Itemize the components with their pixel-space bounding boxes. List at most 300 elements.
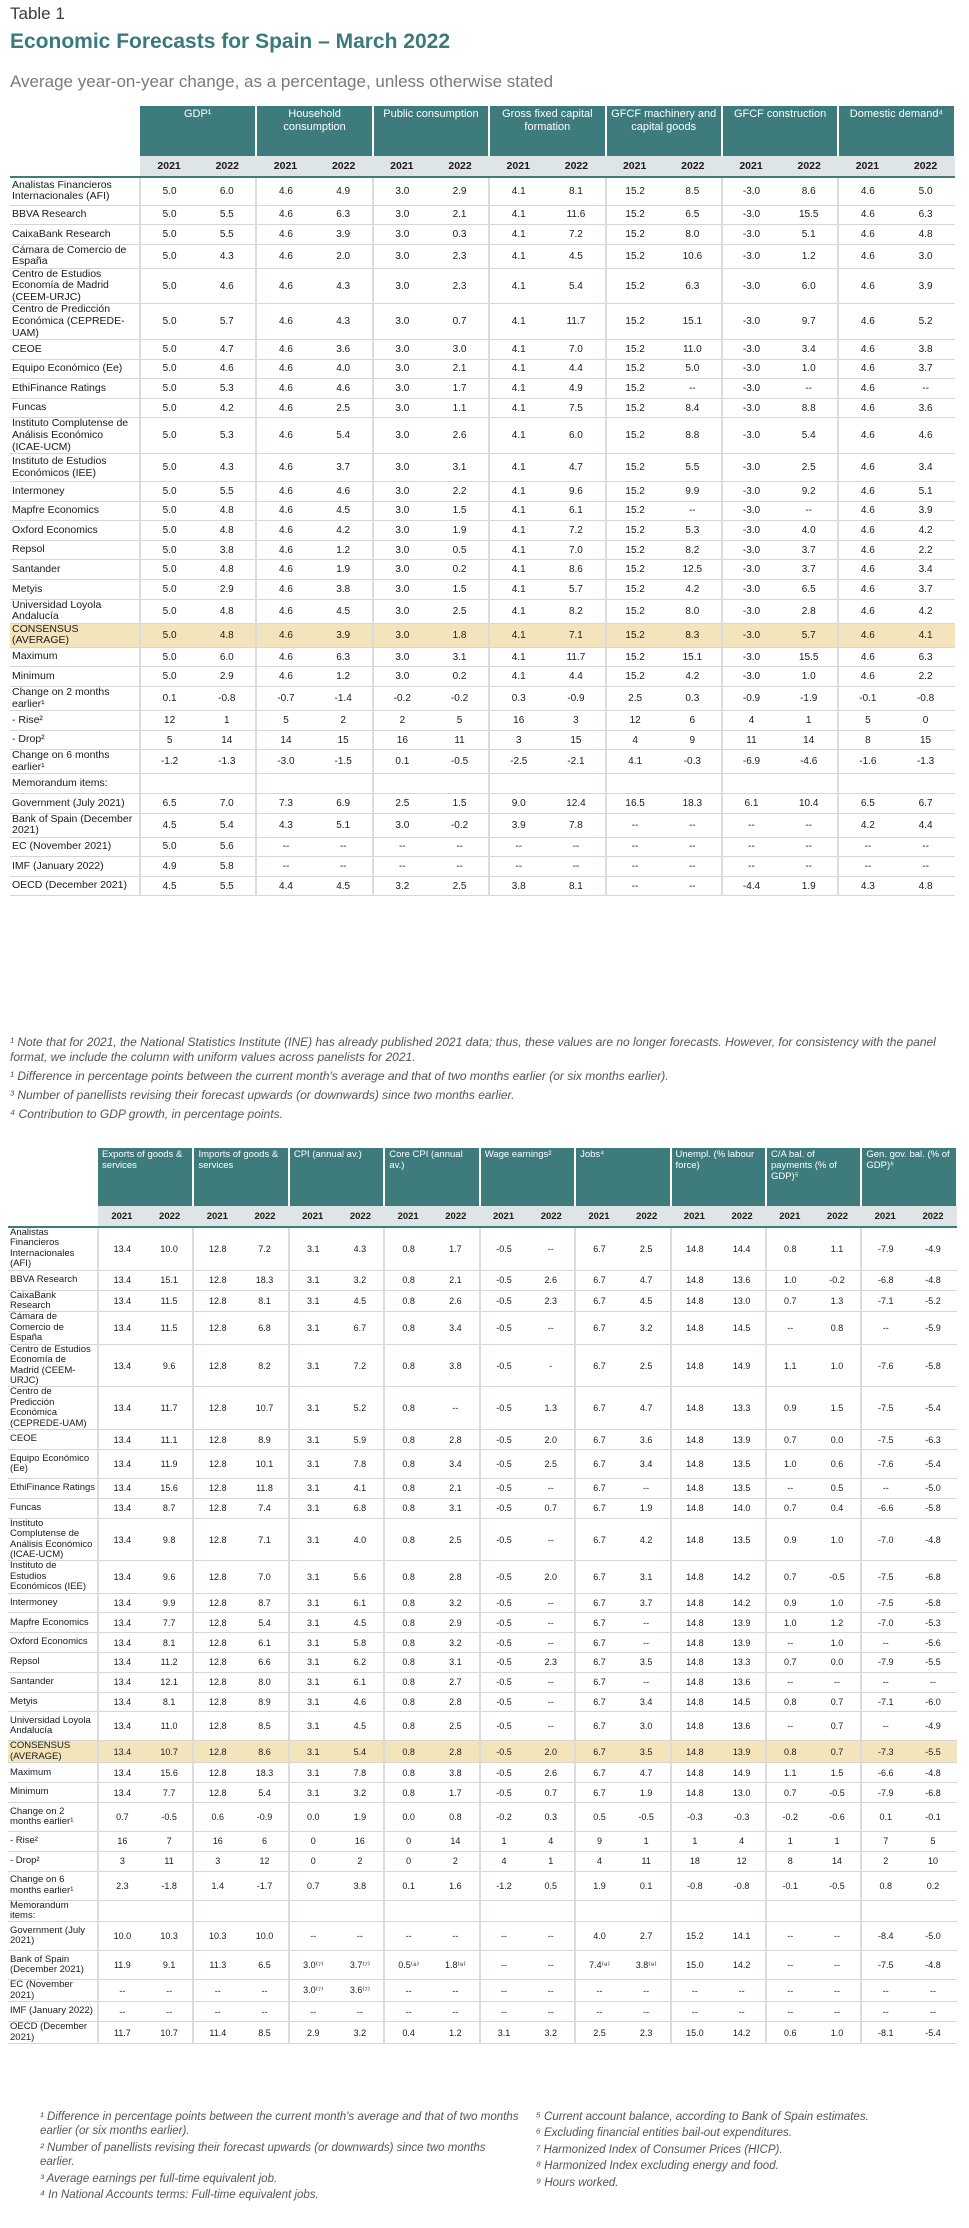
table-cell: 4.6: [256, 304, 314, 340]
table-cell: 8.2: [241, 1344, 289, 1387]
table-cell: 14.8: [671, 1290, 719, 1312]
table-cell: 3.8: [315, 580, 373, 600]
table-cell: [814, 1900, 862, 1922]
table-cell: 0.8: [384, 1633, 432, 1653]
table-cell: [718, 1900, 766, 1922]
table-cell: 9.2: [780, 482, 838, 502]
table-cell: 3.1: [289, 1430, 337, 1450]
table-cell: 5.9: [337, 1430, 385, 1450]
table-cell: -3.0: [722, 359, 780, 379]
table-cell: 1.5: [814, 1763, 862, 1783]
table-cell: --: [527, 1227, 575, 1270]
row-label: Santander: [10, 560, 140, 580]
table-cell: 0.0: [814, 1653, 862, 1673]
table-cell: 4.6: [838, 398, 896, 418]
table-cell: 0.8: [384, 1227, 432, 1270]
row-label: EthiFinance Ratings: [8, 1479, 98, 1499]
table-cell: 2.5: [373, 793, 431, 813]
table-cell: 4.6: [256, 454, 314, 482]
table-cell: 2.3: [431, 244, 489, 268]
year-header: 2022: [718, 1206, 766, 1227]
table-cell: 6.1: [241, 1633, 289, 1653]
table-cell: 1.5: [431, 793, 489, 813]
table-cell: 2.0: [527, 1561, 575, 1593]
table-cell: 0.8: [766, 1692, 814, 1712]
table-cell: --: [527, 1312, 575, 1344]
table-cell: 4.8: [198, 623, 256, 647]
table-cell: 14: [198, 730, 256, 750]
table-cell: 15.2: [606, 268, 664, 304]
table-row: [8, 1653, 957, 1673]
table-cell: 3.0: [373, 482, 431, 502]
table-cell: -0.5: [480, 1672, 528, 1692]
table-cell: --: [432, 1980, 480, 2002]
table-cell: [623, 1900, 671, 1922]
table-cell: 0.6: [766, 2022, 814, 2044]
table-cell: 3.1: [289, 1692, 337, 1712]
table-cell: 12.8: [193, 1672, 241, 1692]
table-cell: --: [431, 837, 489, 857]
table-cell: 14.8: [671, 1227, 719, 1270]
table-cell: 3.7: [896, 580, 954, 600]
table-1-footnotes: [10, 1035, 950, 1126]
table-cell: 4.1: [896, 623, 954, 647]
table-cell: 2: [337, 1851, 385, 1871]
table-cell: -0.5: [480, 1498, 528, 1518]
table-cell: 0.1: [140, 687, 198, 711]
table-cell: 13.9: [718, 1430, 766, 1450]
table-cell: 0.7: [766, 1653, 814, 1673]
table-cell: 12.4: [547, 793, 605, 813]
table-cell: 9.1: [146, 1951, 194, 1980]
table-cell: [198, 774, 256, 794]
table-cell: -3.0: [722, 304, 780, 340]
table-row: [10, 482, 955, 502]
table-row: [8, 1871, 957, 1900]
table-cell: 1.9: [315, 560, 373, 580]
year-header: 2022: [432, 1206, 480, 1227]
table-cell: 0.7: [766, 1290, 814, 1312]
table-cell: 0.8: [766, 1227, 814, 1270]
year-header: 2021: [289, 1206, 337, 1227]
table-cell: 0.8: [432, 1802, 480, 1831]
table-cell: 4.7: [623, 1270, 671, 1290]
table-cell: -6.3: [909, 1430, 957, 1450]
table-cell: [547, 774, 605, 794]
table-cell: 3: [98, 1851, 146, 1871]
table-cell: 9: [664, 730, 722, 750]
table-cell: 4.6: [256, 225, 314, 245]
table-cell: -0.2: [766, 1802, 814, 1831]
table-cell: 12.8: [193, 1712, 241, 1741]
table-row: [8, 1900, 957, 1922]
table-cell: 12.8: [193, 1633, 241, 1653]
table-cell: 3.0⁽⁷⁾: [289, 1980, 337, 2002]
table-cell: 13.4: [98, 1763, 146, 1783]
table-cell: 15.0: [671, 2022, 719, 2044]
table-cell: 11.5: [146, 1290, 194, 1312]
table-cell: 0.7: [289, 1871, 337, 1900]
table-cell: 5.0: [140, 268, 198, 304]
table-cell: 4.6: [256, 667, 314, 687]
table-cell: 3.0: [896, 244, 954, 268]
table-cell: -3.0: [722, 205, 780, 225]
table-cell: -3.0: [722, 398, 780, 418]
table-cell: -4.4: [722, 876, 780, 896]
table-row: [8, 2002, 957, 2022]
table-cell: 5.2: [337, 1387, 385, 1430]
footnote: ³ Number of panellists revising their forecast upwards (or downwards) since two months earlier.: [10, 1088, 515, 1102]
year-header: 2022: [527, 1206, 575, 1227]
table-cell: 3.1: [289, 1783, 337, 1803]
page-subtitle: Average year-on-year change, as a percentage, unless otherwise stated: [10, 72, 554, 91]
table-cell: 11.3: [193, 1951, 241, 1980]
table-cell: 13.4: [98, 1741, 146, 1763]
table-cell: 5.0: [140, 205, 198, 225]
table-cell: 0.8: [384, 1344, 432, 1387]
table-cell: 14.5: [718, 1312, 766, 1344]
table-cell: 4.6: [838, 454, 896, 482]
table-cell: --: [606, 813, 664, 837]
table-cell: 5.0: [140, 177, 198, 205]
table-cell: -4.8: [909, 1763, 957, 1783]
table-cell: 3.0: [373, 623, 431, 647]
table-cell: 4.1: [489, 304, 547, 340]
table-cell: 2.0: [527, 1430, 575, 1450]
table-cell: -5.0: [909, 1479, 957, 1499]
table-row: [10, 177, 955, 205]
table-cell: --: [289, 1922, 337, 1951]
table-cell: 13.4: [98, 1387, 146, 1430]
table-cell: 6.1: [547, 501, 605, 521]
table-cell: --: [193, 1980, 241, 2002]
table-row: [10, 837, 955, 857]
table-cell: 13.6: [718, 1672, 766, 1692]
table-cell: 4.8: [896, 876, 954, 896]
table-cell: --: [527, 1672, 575, 1692]
table-cell: 8.1: [146, 1633, 194, 1653]
table-cell: [664, 774, 722, 794]
table-cell: --: [623, 1980, 671, 2002]
table-cell: 5.3: [664, 521, 722, 541]
row-label: CONSENSUS (AVERAGE): [10, 623, 140, 647]
table-cell: 8.5: [241, 1712, 289, 1741]
table-cell: --: [780, 379, 838, 399]
table-cell: 3.1: [289, 1633, 337, 1653]
table-cell: 18.3: [664, 793, 722, 813]
table-cell: 0.9: [766, 1387, 814, 1430]
table-cell: 14.8: [671, 1518, 719, 1561]
table-cell: -3.0: [256, 750, 314, 774]
table-cell: 15.2: [606, 647, 664, 667]
table-row: [8, 1672, 957, 1692]
table-cell: 7.8: [337, 1450, 385, 1479]
table-cell: 2.9: [431, 177, 489, 205]
table-cell: 4.2: [198, 398, 256, 418]
table-cell: 3.8: [198, 540, 256, 560]
table-cell: -0.5: [480, 1613, 528, 1633]
row-label: BBVA Research: [10, 205, 140, 225]
table-cell: 4.1: [489, 482, 547, 502]
table-cell: 4.1: [489, 647, 547, 667]
table-cell: 3.1: [289, 1518, 337, 1561]
table-cell: 6.3: [896, 205, 954, 225]
table-cell: 4.0: [315, 359, 373, 379]
table-row: [8, 1290, 957, 1312]
table-cell: 4.6: [256, 580, 314, 600]
table-cell: 13.4: [98, 1312, 146, 1344]
table-cell: 6.7: [575, 1479, 623, 1499]
table-cell: 1.9: [575, 1871, 623, 1900]
table-cell: 4.5: [623, 1290, 671, 1312]
table-cell: --: [664, 837, 722, 857]
table-cell: 14.2: [718, 2022, 766, 2044]
table-cell: 0.7: [766, 1498, 814, 1518]
table-cell: 1.9: [337, 1802, 385, 1831]
table-cell: 6.3: [664, 268, 722, 304]
table-cell: 5: [838, 711, 896, 731]
table-cell: 5: [431, 711, 489, 731]
table-cell: 1.0: [814, 2022, 862, 2044]
row-label: Change on 2 months earlier¹: [8, 1802, 98, 1831]
table-cell: 13.4: [98, 1227, 146, 1270]
table-cell: -7.1: [861, 1290, 909, 1312]
table-cell: -0.2: [814, 1270, 862, 1290]
table-cell: 6.7: [575, 1653, 623, 1673]
year-header: 2022: [241, 1206, 289, 1227]
table-cell: --: [527, 1633, 575, 1653]
table-cell: 11: [722, 730, 780, 750]
table-cell: 1: [623, 1831, 671, 1851]
row-label: Universidad Loyola Andalucía: [10, 599, 140, 623]
table-cell: -1.7: [241, 1871, 289, 1900]
table-cell: 5.6: [337, 1561, 385, 1593]
table-cell: 6.7: [575, 1312, 623, 1344]
table-cell: --: [527, 1518, 575, 1561]
table-cell: 3.6⁽⁷⁾: [337, 1980, 385, 2002]
table-cell: -3.0: [722, 454, 780, 482]
table-cell: 4.6: [256, 482, 314, 502]
table-cell: 4.1: [489, 501, 547, 521]
table-cell: 4.6: [256, 340, 314, 360]
table-cell: --: [766, 1312, 814, 1344]
table-cell: 0.6: [814, 1450, 862, 1479]
year-header: 2022: [896, 156, 954, 177]
table-cell: 4: [718, 1831, 766, 1851]
table-cell: 0.8: [384, 1672, 432, 1692]
table-row: [8, 1692, 957, 1712]
table-cell: 2: [315, 711, 373, 731]
table-cell: 15.2: [606, 623, 664, 647]
table-cell: 2.7: [432, 1672, 480, 1692]
column-group-header: Imports of goods & services: [193, 1148, 288, 1206]
table-cell: -3.0: [722, 244, 780, 268]
table-cell: 6.7: [575, 1290, 623, 1312]
table-cell: 2.1: [432, 1479, 480, 1499]
table-cell: 8.1: [146, 1692, 194, 1712]
table-cell: 4.6: [838, 521, 896, 541]
table-cell: [384, 1900, 432, 1922]
table-row: [10, 268, 955, 304]
table-cell: 3: [489, 730, 547, 750]
table-cell: 3.0: [431, 340, 489, 360]
header-corner: [10, 106, 140, 156]
table-cell: 0.8: [384, 1430, 432, 1450]
table-cell: 3.7: [780, 560, 838, 580]
table-cell: 3.1: [432, 1498, 480, 1518]
table-cell: 14.2: [718, 1593, 766, 1613]
table-row: [10, 501, 955, 521]
table-cell: 5.0: [664, 359, 722, 379]
row-label: Maximum: [8, 1763, 98, 1783]
table-cell: 3.4: [432, 1450, 480, 1479]
table-cell: 3.0: [373, 359, 431, 379]
table-cell: 13.4: [98, 1450, 146, 1479]
table-cell: 8.5: [241, 2022, 289, 2044]
table-cell: --: [337, 1922, 385, 1951]
table-cell: 6.1: [337, 1593, 385, 1613]
table-cell: 0: [384, 1831, 432, 1851]
table-cell: 3.1: [289, 1672, 337, 1692]
table-cell: 0.8: [384, 1312, 432, 1344]
table-cell: 4.6: [256, 647, 314, 667]
table-cell: 3.2: [337, 1270, 385, 1290]
table-cell: [373, 774, 431, 794]
row-label: Memorandum items:: [8, 1900, 98, 1922]
table-cell: 5: [140, 730, 198, 750]
table-cell: 7.1: [547, 623, 605, 647]
row-label: EC (November 2021): [10, 837, 140, 857]
table-cell: 4.7: [198, 340, 256, 360]
table-cell: 10.0: [241, 1922, 289, 1951]
table-cell: --: [664, 876, 722, 896]
table-cell: --: [431, 857, 489, 877]
table-cell: 8.4: [664, 398, 722, 418]
table-cell: 4.3: [198, 454, 256, 482]
table-cell: 4.8: [896, 225, 954, 245]
table-cell: 0.0: [289, 1802, 337, 1831]
table-2-year-header-row: [8, 1206, 957, 1227]
table-cell: 6: [241, 1831, 289, 1851]
table-cell: 4.6: [256, 540, 314, 560]
table-cell: 2.8: [432, 1741, 480, 1763]
table-cell: 13.4: [98, 1290, 146, 1312]
table-cell: 4.6: [838, 482, 896, 502]
table-cell: 12.8: [193, 1783, 241, 1803]
table-cell: 5.5: [198, 482, 256, 502]
table-row: [8, 1763, 957, 1783]
table-cell: --: [480, 1980, 528, 2002]
table-cell: 7.2: [547, 225, 605, 245]
table-cell: 5.7: [198, 304, 256, 340]
table-cell: 4.1: [489, 244, 547, 268]
table-cell: 6.7: [575, 1430, 623, 1450]
table-cell: -1.6: [838, 750, 896, 774]
table-cell: 12.8: [193, 1561, 241, 1593]
table-cell: --: [861, 2002, 909, 2022]
footnote: ⁴ Contribution to GDP growth, in percentage points.: [10, 1107, 283, 1121]
table-row: [8, 1802, 957, 1831]
table-cell: 4.3: [198, 244, 256, 268]
table-cell: 5.0: [140, 482, 198, 502]
table-cell: 15.0: [671, 1951, 719, 1980]
row-label: Oxford Economics: [8, 1633, 98, 1653]
table-cell: 1.9: [431, 521, 489, 541]
table-row: [10, 667, 955, 687]
year-header: 2021: [861, 1206, 909, 1227]
table-row: [10, 560, 955, 580]
year-header: 2021: [193, 1206, 241, 1227]
table-cell: 6.5: [241, 1951, 289, 1980]
table-cell: 4.6: [198, 268, 256, 304]
table-cell: --: [489, 837, 547, 857]
table-cell: 15.2: [671, 1922, 719, 1951]
table-cell: 13.4: [98, 1613, 146, 1633]
table-cell: 4.1: [489, 560, 547, 580]
table-row: [10, 418, 955, 454]
table-cell: 12.8: [193, 1344, 241, 1387]
row-label: Change on 6 months earlier¹: [10, 750, 140, 774]
table-cell: -7.3: [861, 1741, 909, 1763]
table-cell: 0.7: [814, 1712, 862, 1741]
table-cell: 3.6: [315, 340, 373, 360]
year-header: 2021: [606, 156, 664, 177]
table-cell: 4.1: [489, 418, 547, 454]
row-label: Intermoney: [8, 1593, 98, 1613]
table-cell: 3.1: [289, 1344, 337, 1387]
table-cell: --: [256, 837, 314, 857]
table-cell: 12: [140, 711, 198, 731]
table-cell: 4.0: [780, 521, 838, 541]
table-cell: 1.7: [431, 379, 489, 399]
table-cell: 2.9: [198, 667, 256, 687]
row-label: Intermoney: [10, 482, 140, 502]
table-cell: 4.1: [606, 750, 664, 774]
table-cell: 14.8: [671, 1653, 719, 1673]
table-cell: 0.5: [575, 1802, 623, 1831]
table-cell: 1.6: [432, 1871, 480, 1900]
table-cell: 6.7: [575, 1692, 623, 1712]
table-cell: 7.1: [241, 1518, 289, 1561]
footnote: ⁵ Current account balance, according to Bank of Spain estimates.: [536, 2111, 869, 2123]
table-cell: -4.9: [909, 1712, 957, 1741]
table-cell: 0.8: [384, 1479, 432, 1499]
table-cell: 0.8: [384, 1653, 432, 1673]
table-cell: 13.4: [98, 1270, 146, 1290]
table-cell: -7.5: [861, 1593, 909, 1613]
table-cell: 2.9: [432, 1613, 480, 1633]
table-cell: -0.1: [909, 1802, 957, 1831]
table-cell: 10.3: [146, 1922, 194, 1951]
table-cell: 4.0: [337, 1518, 385, 1561]
table-cell: 8.7: [146, 1498, 194, 1518]
table-cell: -4.6: [780, 750, 838, 774]
table-cell: 4.6: [838, 647, 896, 667]
table-cell: 1.2: [432, 2022, 480, 2044]
table-cell: --: [766, 1672, 814, 1692]
table-cell: 12: [606, 711, 664, 731]
table-cell: 0.2: [909, 1871, 957, 1900]
table-cell: 5.8: [337, 1633, 385, 1653]
table-cell: 5.0: [140, 304, 198, 340]
table-cell: 2.5: [575, 2022, 623, 2044]
table-cell: --: [766, 1633, 814, 1653]
table-cell: --: [527, 1613, 575, 1633]
table-cell: 11.9: [98, 1951, 146, 1980]
table-cell: --: [861, 1479, 909, 1499]
row-label: Minimum: [10, 667, 140, 687]
table-cell: --: [861, 1672, 909, 1692]
